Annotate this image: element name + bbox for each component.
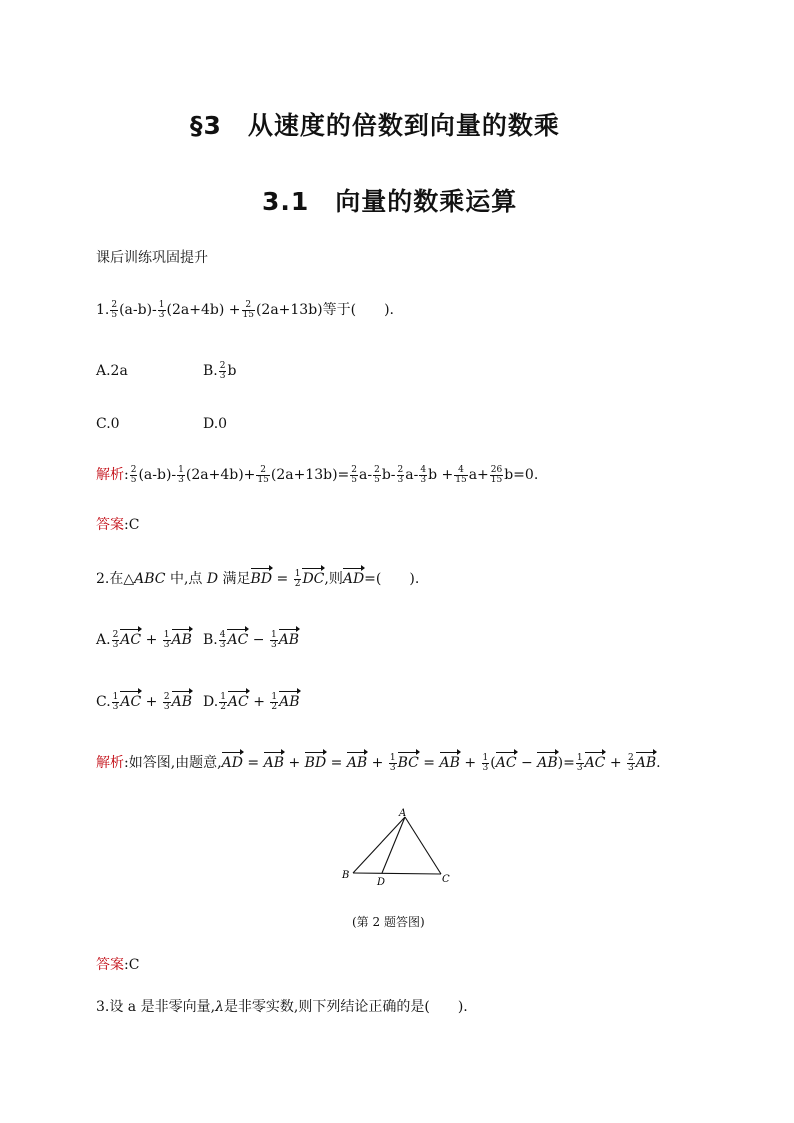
vector-bd: BD	[251, 567, 273, 589]
q2-option-c: C. $\frac{1}{3}$ AC + $\frac{2}{3}$ AB	[96, 691, 193, 712]
q1-term-3: (2a+13b)等于( ).	[255, 302, 395, 318]
q2-analysis: 解析:如答图,由题意,AD = AB + BD = AB + $\frac{1}{3}$ BC = AB + $\frac{1}{3}$ (AC − AB)= $\frac{1}{3}$ AC + $\frac{2}{3}$ AB.	[96, 752, 661, 773]
q2-answer: 答案:C	[96, 957, 140, 973]
q2-option-d: D. $\frac{1}{2}$ AC + $\frac{1}{2}$ AB	[203, 691, 300, 712]
q1-option-a: A.2a	[96, 363, 128, 379]
q1-prefix: 1.	[96, 302, 110, 318]
fraction-2-3: $\frac{2}{3}$	[219, 360, 226, 381]
page-title: §3 从速度的倍数到向量的数乘	[190, 111, 560, 140]
q1-option-b: B. $\frac{2}{3}$ b	[203, 360, 237, 381]
answer-value: :C	[124, 517, 140, 533]
q1-analysis: 解析: $\frac{2}{5}$ (a-b)- $\frac{1}{3}$ (2a+4b)+ $\frac{2}{15}$ (2a+13b)= $\frac{2}{5}$ a- $\frac{2}{5}$ b- $\frac{2}{3}$ a- $\frac{4}{3}$ b + $\frac{4}{15}$ a+ $\frac{26}{15}$ b=0.	[96, 464, 539, 485]
side-ab	[353, 817, 405, 873]
fraction-2-15: $\frac{2}{15}$	[242, 299, 254, 320]
q2-option-a: A. $\frac{2}{3}$ AC + $\frac{1}{3}$ AB	[96, 629, 192, 650]
q2-option-b: B. $\frac{4}{3}$ AC − $\frac{1}{3}$ AB	[203, 629, 300, 650]
figure-caption: (第 2 题答图)	[352, 915, 425, 929]
label-b: B	[342, 870, 350, 881]
label-d: D	[377, 877, 386, 887]
vector-ad: AD	[343, 567, 364, 589]
question-1-stem	[96, 300, 394, 320]
question-3-stem: 3.设 a 是非零向量,λ是非零实数,则下列结论正确的是( ).	[96, 999, 468, 1015]
fraction-1-3: $\frac{1}{3}$	[158, 299, 165, 320]
page-subtitle: 3.1 向量的数乘运算	[262, 187, 518, 216]
vector-dc: DC	[302, 567, 324, 589]
label-a: A	[399, 808, 407, 819]
side-bc	[353, 873, 441, 874]
q1-option-d: D.0	[203, 416, 228, 432]
answer-label: 答案	[96, 517, 124, 533]
section-label: 课后训练巩固提升	[96, 250, 208, 266]
fraction-2-5: $\frac{2}{5}$	[111, 299, 118, 320]
question-2-stem: 2.在△ABC 中,点 D 满足BD = $\frac{1}{2}$ DC,则AD=( ).	[96, 568, 420, 589]
triangle-figure	[338, 805, 458, 887]
segment-ad	[382, 817, 405, 873]
q1-answer	[96, 515, 139, 535]
q1-term-2: (2a+4b) +	[166, 302, 241, 318]
analysis-label: 解析	[96, 467, 124, 483]
side-ac	[405, 817, 441, 874]
label-c: C	[442, 874, 450, 885]
q1-term-1: (a-b)-	[119, 302, 157, 318]
q1-option-c: C.0	[96, 416, 120, 432]
